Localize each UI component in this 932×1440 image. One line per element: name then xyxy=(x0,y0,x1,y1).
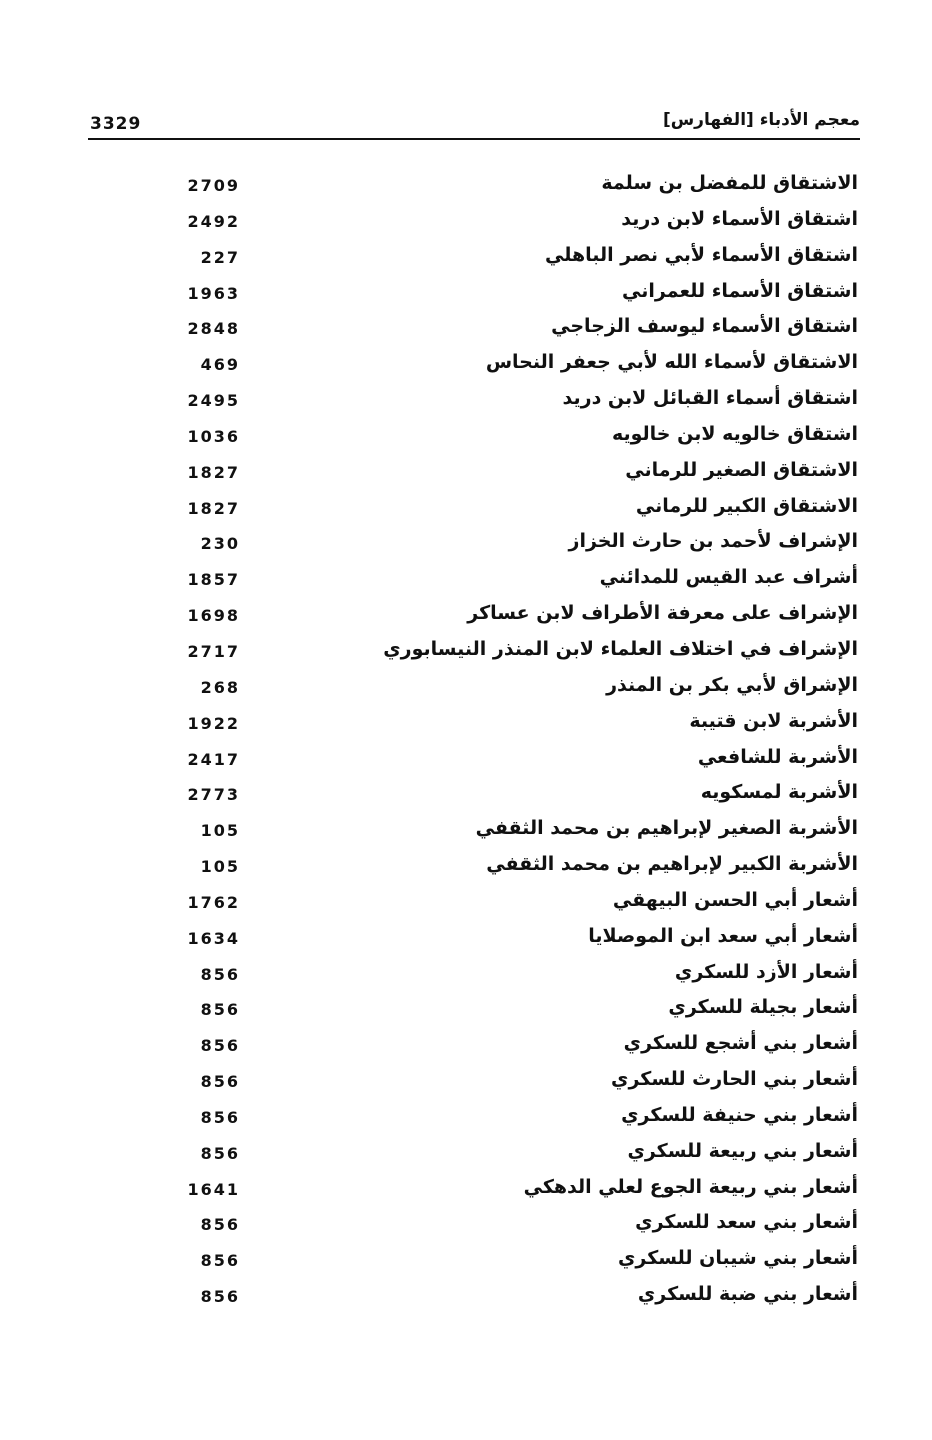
entry-page-number: 856 xyxy=(200,1215,240,1235)
entry-page-number: 227 xyxy=(200,247,240,267)
entry-page-number: 1036 xyxy=(187,426,240,446)
entry-title: الأشربة الكبير لإبراهيم بن محمد الثقفي xyxy=(486,853,858,876)
entry-title: اشتقاق أسماء القبائل لابن دريد xyxy=(562,387,858,410)
entry-page-number: 2709 xyxy=(187,176,240,195)
index-entry xyxy=(88,1100,860,1136)
index-entry xyxy=(88,419,860,455)
entry-title: اشتقاق الأسماء ليوسف الزجاجي xyxy=(551,315,858,338)
running-title: معجم الأدباء [الفهارس] xyxy=(662,110,860,130)
entry-title: الإشراق لأبي بكر بن المنذر xyxy=(606,673,858,696)
entry-title: الأشربة الصغير لإبراهيم بن محمد الثقفي xyxy=(475,817,858,840)
page-header xyxy=(88,106,860,140)
entry-title: الاشتقاق الكبير للرماني xyxy=(635,494,858,517)
entry-title: الاشتقاق الصغير للرماني xyxy=(625,458,858,481)
entry-page-number: 469 xyxy=(200,355,240,375)
index-entry xyxy=(88,742,860,778)
entry-title: أشراف عبد القيس للمدائني xyxy=(599,566,858,589)
entry-page-number: 1857 xyxy=(187,570,240,590)
index-entry xyxy=(88,1279,860,1315)
entry-page-number: 856 xyxy=(200,1287,240,1307)
entry-page-number: 2717 xyxy=(187,641,240,661)
index-list xyxy=(88,168,860,1315)
entry-title: الإشراف لأحمد بن حارث الخزاز xyxy=(568,530,858,553)
entry-page-number: 856 xyxy=(200,1000,240,1020)
index-entry xyxy=(88,777,860,813)
index-entry xyxy=(88,168,860,204)
entry-page-number: 2492 xyxy=(187,211,240,231)
index-entry xyxy=(88,598,860,634)
entry-page-number: 1641 xyxy=(187,1179,240,1199)
index-entry xyxy=(88,670,860,706)
entry-page-number: 2417 xyxy=(187,749,240,769)
index-entry xyxy=(88,921,860,957)
index-entry xyxy=(88,383,860,419)
entry-title: أشعار بني ربيعة الجوع لعلي الدهكي xyxy=(523,1175,858,1198)
entry-page-number: 856 xyxy=(200,1107,240,1127)
index-entry xyxy=(88,992,860,1028)
entry-title: اشتقاق الأسماء للعمراني xyxy=(622,279,858,302)
entry-title: أشعار بني الحارث للسكري xyxy=(611,1068,858,1091)
entry-title: اشتقاق الأسماء لابن دريد xyxy=(621,207,858,230)
index-entry xyxy=(88,562,860,598)
entry-title: اشتقاق خالويه لابن خالويه xyxy=(611,422,858,445)
entry-page-number: 856 xyxy=(200,1072,240,1092)
entry-page-number: 856 xyxy=(200,964,240,984)
index-entry xyxy=(88,885,860,921)
index-entry xyxy=(88,491,860,527)
index-entry xyxy=(88,1136,860,1172)
entry-title: أشعار أبي الحسن البيهقي xyxy=(612,888,858,911)
entry-page-number: 2495 xyxy=(187,391,240,411)
entry-page-number: 856 xyxy=(200,1036,240,1056)
entry-title: أشعار بني حنيفة للسكري xyxy=(621,1103,858,1126)
index-entry xyxy=(88,1207,860,1243)
entry-page-number: 1827 xyxy=(187,498,240,518)
index-entry xyxy=(88,634,860,670)
entry-title: أشعار بني سعد للسكري xyxy=(635,1211,858,1234)
entry-page-number: 268 xyxy=(200,677,240,697)
entry-title: الاشتقاق للمفضل بن سلمة xyxy=(601,172,858,194)
entry-page-number: 1963 xyxy=(187,283,240,303)
index-entry xyxy=(88,849,860,885)
entry-title: الأشربة لابن قتيبة xyxy=(689,709,858,732)
index-entry xyxy=(88,813,860,849)
entry-title: الاشتقاق لأسماء الله لأبي جعفر النحاس xyxy=(485,351,858,374)
page-number: 3329 xyxy=(90,114,142,134)
index-entry xyxy=(88,1243,860,1279)
entry-title: أشعار بني شيبان للسكري xyxy=(617,1247,858,1270)
entry-page-number: 1762 xyxy=(187,892,240,912)
index-entry xyxy=(88,957,860,993)
entry-page-number: 856 xyxy=(200,1143,240,1163)
entry-title: أشعار بني ربيعة للسكري xyxy=(627,1139,858,1162)
index-entry xyxy=(88,526,860,562)
entry-page-number: 1698 xyxy=(187,606,240,626)
entry-title: أشعار الأزد للسكري xyxy=(674,960,858,983)
entry-title: أشعار بني أشجع للسكري xyxy=(623,1032,858,1055)
entry-page-number: 1827 xyxy=(187,462,240,482)
entry-page-number: 856 xyxy=(200,1251,240,1271)
index-entry xyxy=(88,240,860,276)
entry-page-number: 2848 xyxy=(187,319,240,339)
entry-title: الإشراف في اختلاف العلماء لابن المنذر النيسابوري xyxy=(383,637,858,660)
entry-title: أشعار أبي سعد ابن الموصلايا xyxy=(588,924,858,947)
index-entry xyxy=(88,1064,860,1100)
entry-title: الأشربة لمسكويه xyxy=(700,781,858,804)
entry-page-number: 105 xyxy=(200,821,240,841)
index-entry xyxy=(88,455,860,491)
index-entry xyxy=(88,204,860,240)
entry-page-number: 105 xyxy=(200,857,240,877)
entry-page-number: 1922 xyxy=(187,713,240,733)
entry-title: الإشراف على معرفة الأطراف لابن عساكر xyxy=(467,602,858,625)
entry-title: اشتقاق الأسماء لأبي نصر الباهلي xyxy=(544,243,858,266)
index-entry xyxy=(88,347,860,383)
index-entry xyxy=(88,1172,860,1208)
index-entry xyxy=(88,1028,860,1064)
entry-page-number: 2773 xyxy=(187,785,240,805)
entry-title: الأشربة للشافعي xyxy=(697,745,858,768)
index-entry xyxy=(88,706,860,742)
entry-page-number: 1634 xyxy=(187,928,240,948)
index-entry xyxy=(88,276,860,312)
entry-title: أشعار بجيلة للسكري xyxy=(668,996,858,1019)
entry-page-number: 230 xyxy=(200,534,240,554)
index-entry xyxy=(88,311,860,347)
entry-title: أشعار بني ضبة للسكري xyxy=(637,1283,858,1306)
